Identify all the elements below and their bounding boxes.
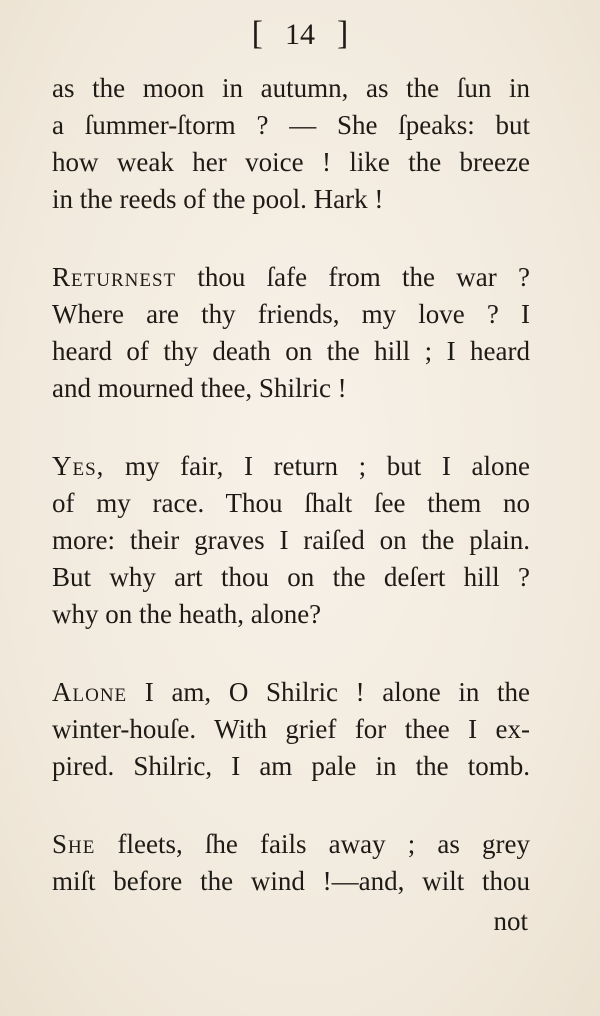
- text-line-rest: fleets, ſhe fails away ; as grey: [95, 829, 530, 859]
- text-line: [52, 448, 530, 485]
- catchword: not: [493, 906, 528, 936]
- text-line-rest: thou ſafe from the war ?: [176, 262, 530, 292]
- text-line: and mourned thee, Shilric !: [52, 373, 347, 403]
- text-line: a ſummer-ſtorm ? — She ſpeaks: but: [52, 110, 530, 140]
- text-line: how weak her voice ! like the breeze: [52, 147, 530, 177]
- text-line: But why art thou on the deſert hill ?: [52, 562, 530, 592]
- lead-word: She: [52, 829, 96, 859]
- page-header: [0, 12, 600, 57]
- text-line: more: their graves I raiſed on the plain.: [52, 525, 530, 555]
- header-bracket-open: [: [251, 15, 263, 52]
- lead-word: Returnest: [52, 262, 177, 292]
- lead-word: Yes,: [52, 451, 105, 481]
- paragraph-5: [52, 826, 530, 900]
- header-bracket-close: ]: [337, 15, 349, 52]
- text-line: as the moon in autumn, as the ſun in: [52, 73, 530, 103]
- text-line: pired. Shilric, I am pale in the tomb.: [52, 751, 530, 781]
- paragraph-4: [52, 674, 530, 785]
- text-line: [52, 826, 530, 863]
- text-line: miſt before the wind !—and, wilt thou: [52, 866, 530, 896]
- body-text: [52, 70, 530, 900]
- text-line: winter-houſe. With grief for thee I ex-: [52, 714, 530, 744]
- text-line: Where are thy friends, my love ? I: [52, 299, 530, 329]
- page-number: 14: [285, 18, 315, 51]
- text-line: why on the heath, alone?: [52, 599, 322, 629]
- lead-word: Alone: [52, 677, 128, 707]
- paragraph-3: [52, 448, 530, 633]
- text-line: heard of thy death on the hill ; I heard: [52, 336, 530, 366]
- text-line: of my race. Thou ſhalt ſee them no: [52, 488, 530, 518]
- text-line: in the reeds of the pool. Hark !: [52, 184, 384, 214]
- paragraph-2: [52, 259, 530, 407]
- paragraph-1: [52, 70, 530, 218]
- text-line-rest: I am, O Shilric ! alone in the: [127, 677, 530, 707]
- text-line: [52, 259, 530, 296]
- text-line: [52, 674, 530, 711]
- text-line-rest: my fair, I return ; but I alone: [104, 451, 530, 481]
